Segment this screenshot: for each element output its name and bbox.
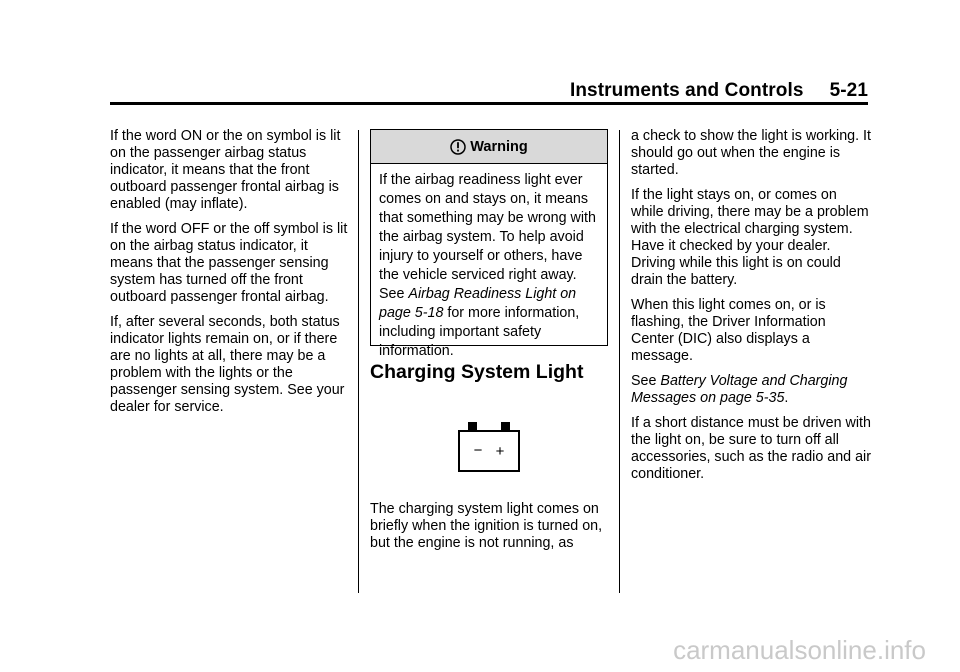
battery-icon [456,421,522,473]
paragraph: If, after several seconds, both status indicator lights remain on, or if there are no lights at all, there may be a problem with the lights or the passenger sensing system. See your dealer for service. [110,314,345,415]
battery-minus: − [473,442,483,459]
column-divider [358,130,359,593]
column-1 [110,128,350,424]
warning-box [370,129,608,359]
warning-circle-icon [450,139,466,155]
paragraph: a check to show the light is working. It should go out when the engine is started. [631,128,871,178]
warning-body [371,164,607,361]
reference-suffix: . [784,390,789,406]
warning-title: Warning [470,138,528,155]
column-divider [619,130,620,593]
running-header [570,80,868,102]
cross-reference-link[interactable]: Battery Voltage and Charging Messages on page 5-35 [631,373,848,406]
section-paragraph-block [370,501,610,552]
paragraph: If the word ON or the on symbol is lit on the passenger airbag status indicator, it means that the front outboard passenger frontal airbag is enabled (may inflate). [110,128,341,212]
paragraph: The charging system light comes on briefly when the ignition is turned on, but the engine is not running, as [370,501,603,551]
battery-plus: + [495,443,505,460]
paragraph [631,373,871,407]
header-rule [110,102,868,105]
column-3 [631,128,871,491]
section-name: Instruments and Controls [569,80,804,101]
cross-reference-link[interactable]: Airbag Readiness Light on page 5-18 [379,286,577,321]
paragraph: If the light stays on, or comes on while driving, there may be a problem with the electrical charging system. Have it checked by your dealer. Driving while this light is on could drain the battery. [631,187,869,288]
warning-header [371,130,607,164]
page-number: 5-21 [829,80,868,101]
warning-text: If the airbag readiness light ever comes on and stays on, it means that something may be wrong with the airbag system. To help avoid injury to yourself or others, have the vehicle serviced right away. See [379,172,596,302]
reference-prefix: See [631,373,661,389]
warning-text: for more information, including important safety information. [379,305,580,359]
section-heading: Charging System Light [370,361,584,383]
paragraph: When this light comes on, or is flashing, the Driver Information Center (DIC) also displays a message. [631,297,826,364]
paragraph: If the word OFF or the off symbol is lit on the airbag status indicator, it means that the passenger sensing system has turned off the front outboard passenger frontal airbag. [110,221,348,305]
paragraph: If a short distance must be driven with the light on, be sure to turn off all accessories, such as the radio and air conditioner. [631,415,871,482]
watermark: carmanualsonline.info [673,635,926,665]
page-header [110,80,868,104]
